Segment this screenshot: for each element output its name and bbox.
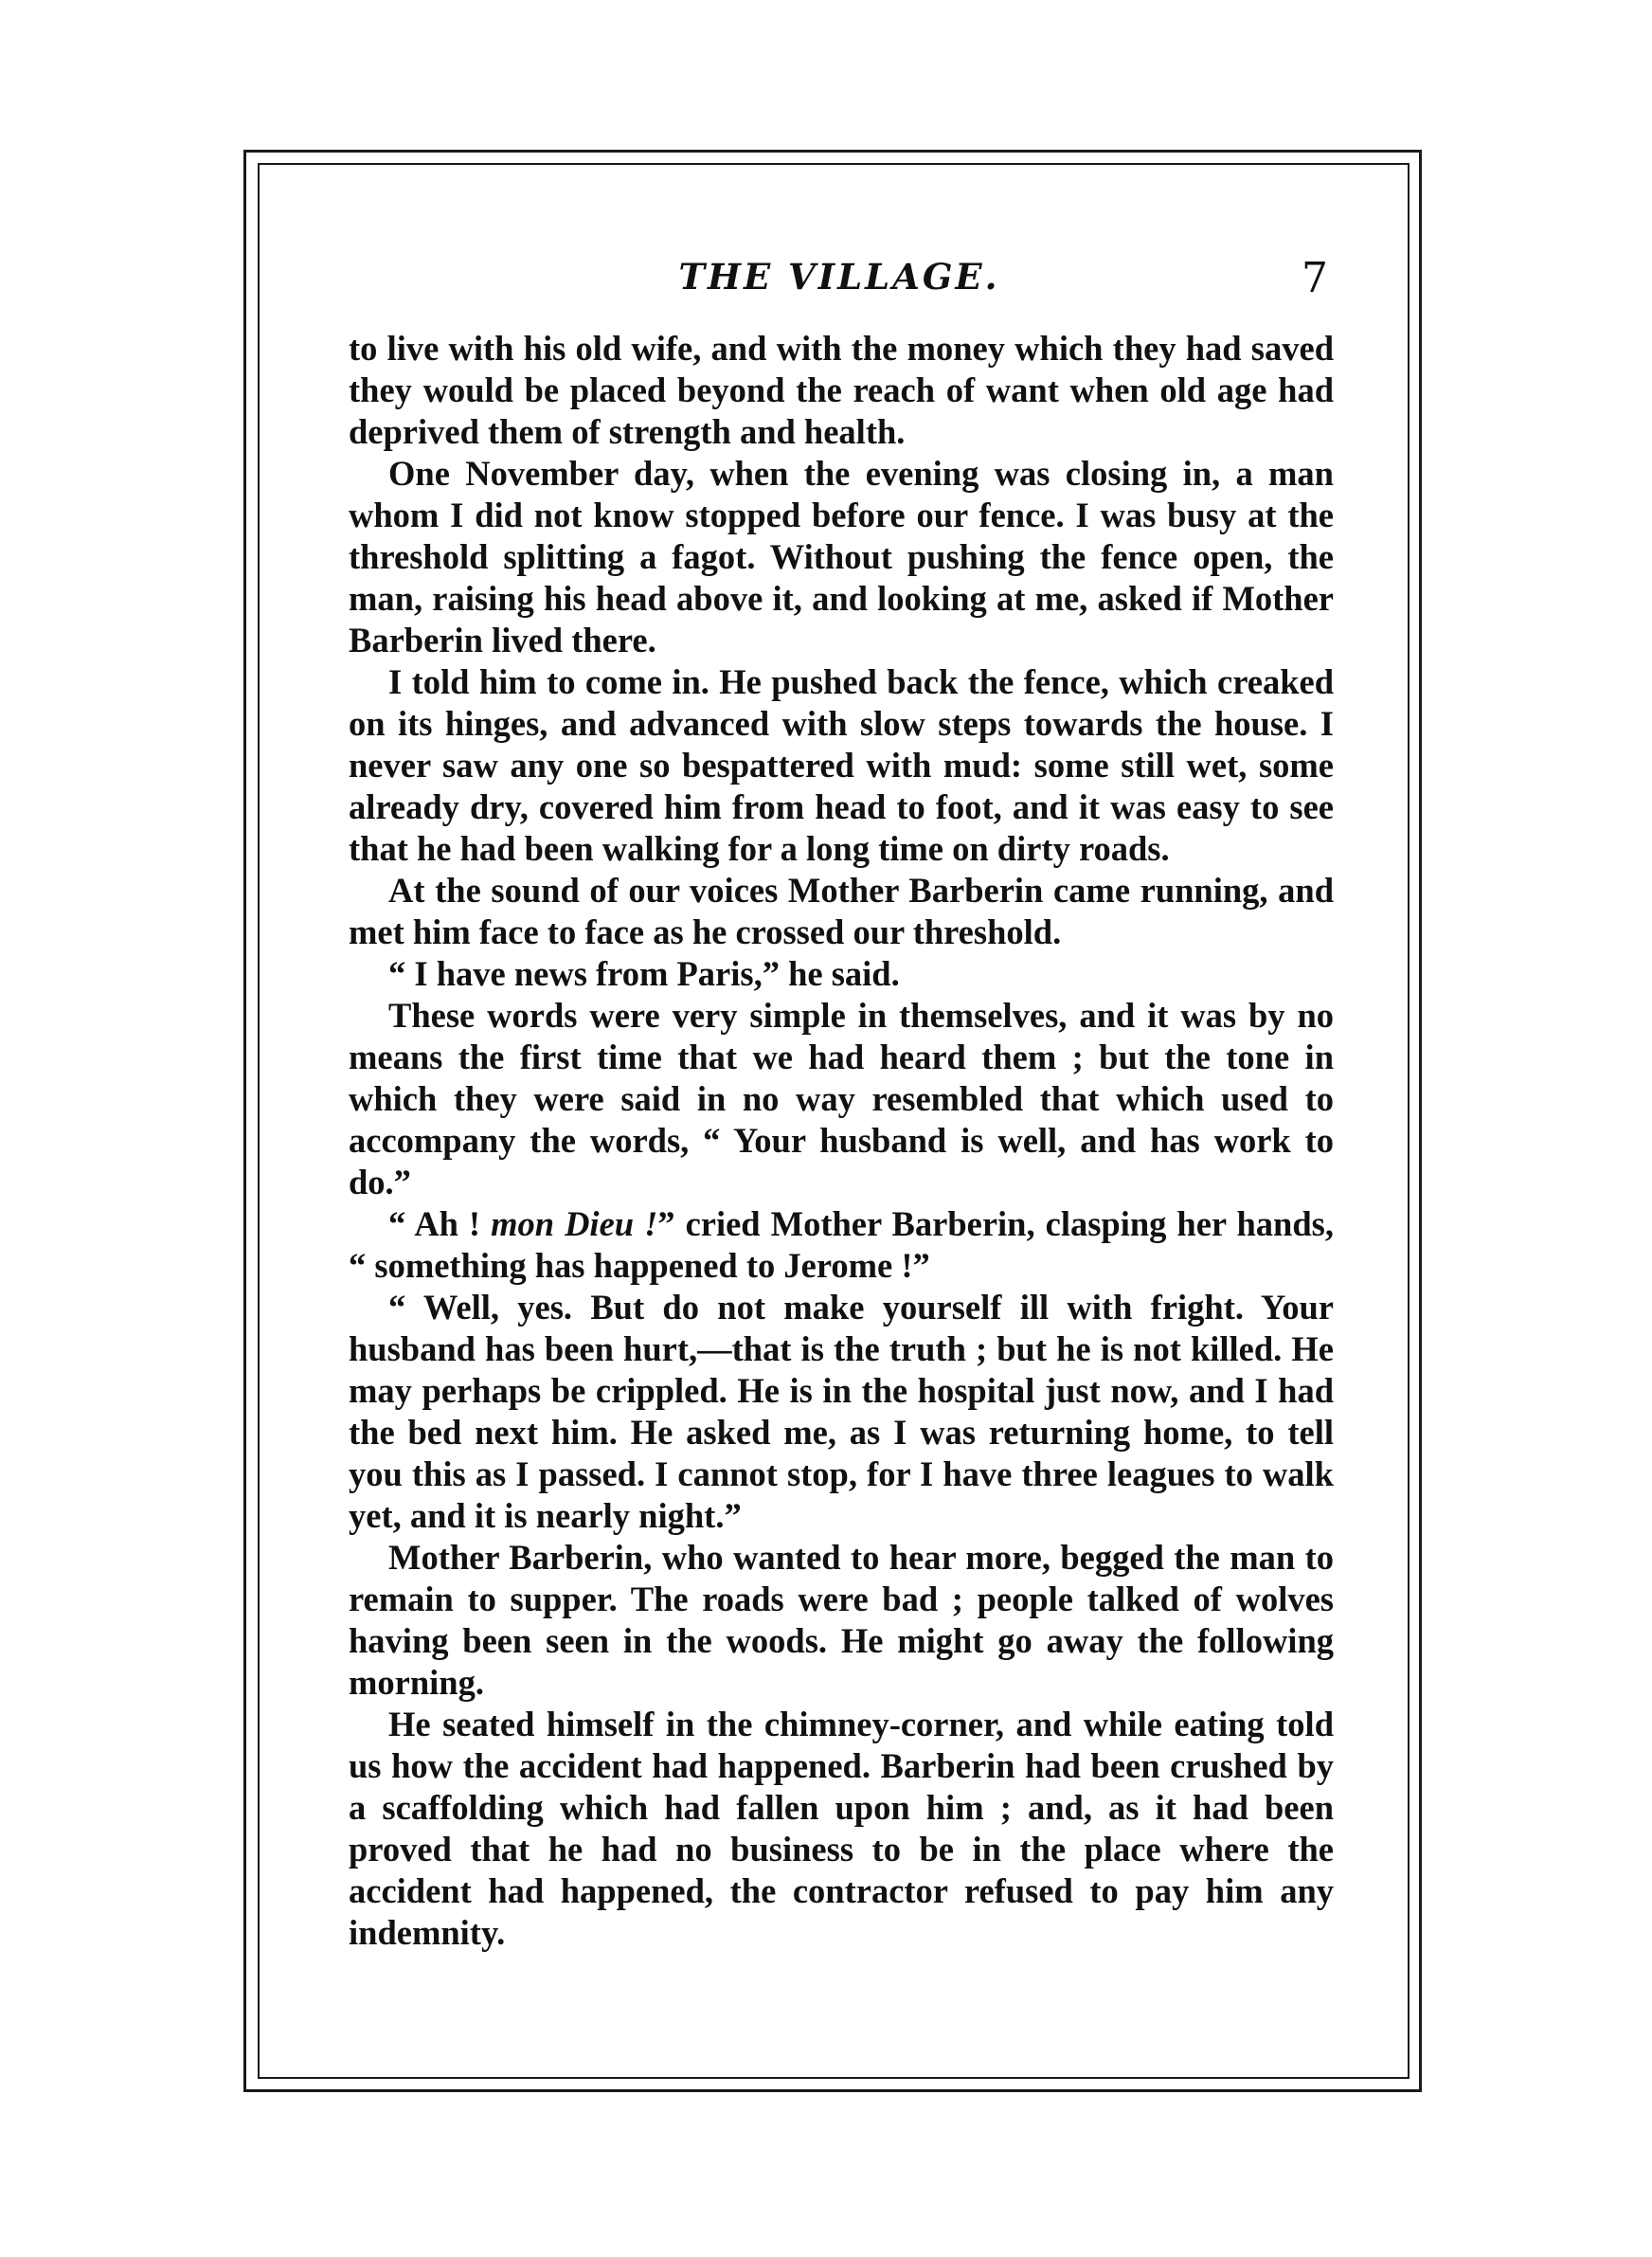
page-number: 7 — [1302, 254, 1328, 302]
exclamation-rest: ” cried Mother Barberin, clasping her hands, “ something has happened to Jerome !” — [349, 1204, 1334, 1285]
exclamation-open: “ Ah ! — [388, 1204, 492, 1243]
paragraph: One November day, when the evening was closing in, a man whom I did not know stopped before our fence. I was busy at the threshold splitting a fagot. Without pushing the fence open, the man, raising his head above it, and looking at me, asked if Mother Barberin lived there. — [349, 454, 1334, 659]
paragraph: “ Well, yes. But do not make yourself ill with fright. Your husband has been hurt,—that is the truth ; but he is not killed. He may perhaps be crippled. He is in the hospital just now, and I had the bed next him. He asked me, as I was returning home, to tell you this as I passed. I cannot stop, for I have three leagues to walk yet, and it is nearly night.” — [349, 1288, 1334, 1535]
paragraph: These words were very simple in themselves, and it was by no means the first time that we had heard them ; but the tone in which they were said in no way resembled that which used to accompany the words, “ Your husband is well, and has work to do.” — [349, 996, 1334, 1201]
body-text — [349, 328, 1334, 1954]
paragraph: At the sound of our voices Mother Barberin came running, and met him face to face as he crossed our threshold. — [349, 871, 1334, 951]
exclamation-italic: mon Dieu ! — [491, 1204, 658, 1243]
paragraph: Mother Barberin, who wanted to hear more, begged the man to remain to supper. The roads were bad ; people talked of wolves having been seen in the woods. He might go away the following morning. — [349, 1538, 1334, 1702]
paragraph: He seated himself in the chimney-corner, and while eating told us how the accident had happened. Barberin had been crushed by a scaffolding which had fallen upon him ; and, as it had been proved that he had no business to be in the place where the accident had happened, the contractor refused to pay him any indemnity. — [349, 1705, 1334, 1952]
paragraph: “ I have news from Paris,” he said. — [388, 954, 900, 993]
running-head: THE VILLAGE. — [678, 256, 1000, 298]
paragraph-exclamation — [349, 1203, 1334, 1287]
paragraph: to live with his old wife, and with the money which they had saved they would be placed beyond the reach of want when old age had deprived them of strength and health. — [349, 329, 1334, 451]
paragraph: I told him to come in. He pushed back the fence, which creaked on its hinges, and advanced with slow steps towards the house. I never saw any one so bespattered with mud: some still wet, some already dry, covered him from head to foot, and it was easy to see that he had been walking for a long time on dirty roads. — [349, 662, 1334, 868]
page-header — [350, 250, 1328, 307]
